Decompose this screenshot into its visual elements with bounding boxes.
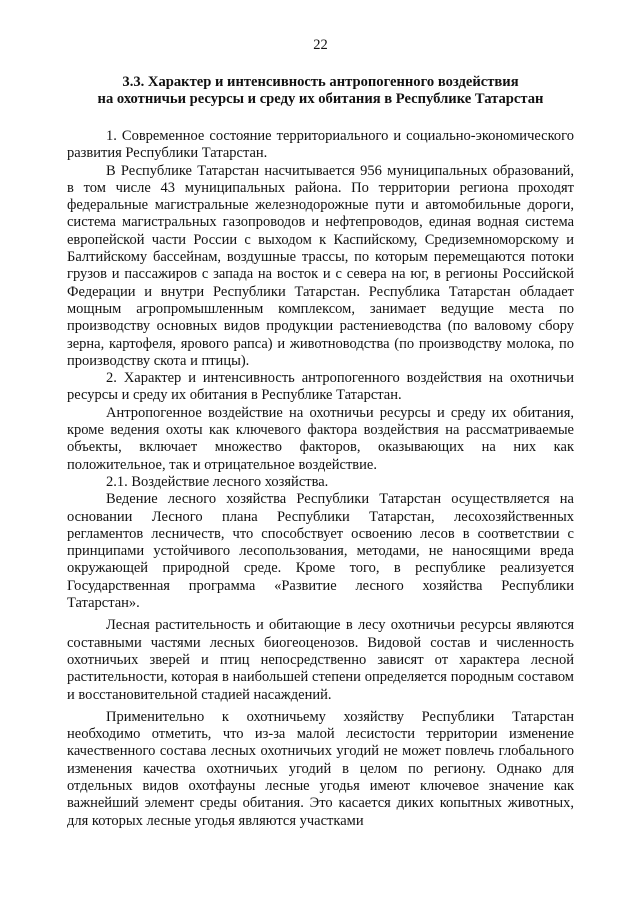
section-title-line-2: на охотничьи ресурсы и среду их обитания в Республике Татарстан	[97, 91, 544, 107]
paragraph-7: Лесная растительность и обитающие в лесу охотничьи ресурсы являются составными частями лесных биогеоценозов. Видовой состав и численность охотничьих зверей и птиц непосредственно зависят от характера лесной растительности, которая в наибольшей степени определяется породным составом и восстановительной стадией насаждений.	[67, 617, 574, 703]
paragraph-8: Применительно к охотничьему хозяйству Республики Татарстан необходимо отметить, что из-за малой лесистости территории изменение качественного состава лесных охотничьих угодий не может повлечь глобального изменения качества охотничьих угодий в целом по региону. Однако для отдельных видов охотфауны лесные угодья имеют ключевое значение как важнейший элемент среды обитания. Это касается диких копытных животных, для которых лесные угодья являются участками	[67, 708, 574, 829]
paragraph-6: Ведение лесного хозяйства Республики Татарстан осуществляется на основании Лесного плана Республики Татарстан, лесохозяйственных регламентов лесничеств, что способствует освоению лесов в соответствии с принципами устойчивого лесопользования, методами, не наносящими вреда окружающей природной среде. Кроме того, в республике реализуется Государственная программа «Развитие лесного хозяйства Республики Татарстан».	[67, 491, 574, 612]
body-text	[67, 128, 574, 830]
paragraph-3: 2. Характер и интенсивность антропогенного воздействия на охотничьи ресурсы и среду их обитания в Республике Татарстан.	[67, 370, 574, 404]
page-number: 22	[313, 37, 328, 53]
paragraph-1: 1. Современное состояние территориального и социально-экономического развития Республики Татарстан.	[67, 128, 574, 162]
paragraph-4: Антропогенное воздействие на охотничьи ресурсы и среду их обитания, кроме ведения охоты как ключевого фактора воздействия на рассматриваемые объекты, включает множество факторов, оказывающих на них как положительное, так и отрицательное воздействие.	[67, 404, 574, 473]
section-title	[67, 74, 574, 108]
paragraph-2: В Республике Татарстан насчитывается 956 муниципальных образований, в том числе 43 муниципальных района. По территории региона проходят федеральные магистральные железнодорожные пути и автомобильные дороги, система магистральных газопроводов и нефтепроводов, единая водная система европейской части России с выходом к Каспийскому, Средиземноморскому и Балтийскому бассейнам, воздушные трассы, по которым перемещаются потоки грузов и пассажиров с запада на восток и с севера на юг, в регионы Российской Федерации и внутри Республики Татарстан. Республика Татарстан обладает мощным агропромышленным комплексом, занимает ведущие места по производству основных видов продукции растениеводства (по валовому сбору зерна, картофеля, ярового рапса) и животноводства (по производству молока, по производству скота и птицы).	[67, 162, 574, 369]
section-title-line-1: 3.3. Характер и интенсивность антропогенного воздействия	[122, 74, 519, 90]
paragraph-5: 2.1. Воздействие лесного хозяйства.	[106, 473, 329, 490]
